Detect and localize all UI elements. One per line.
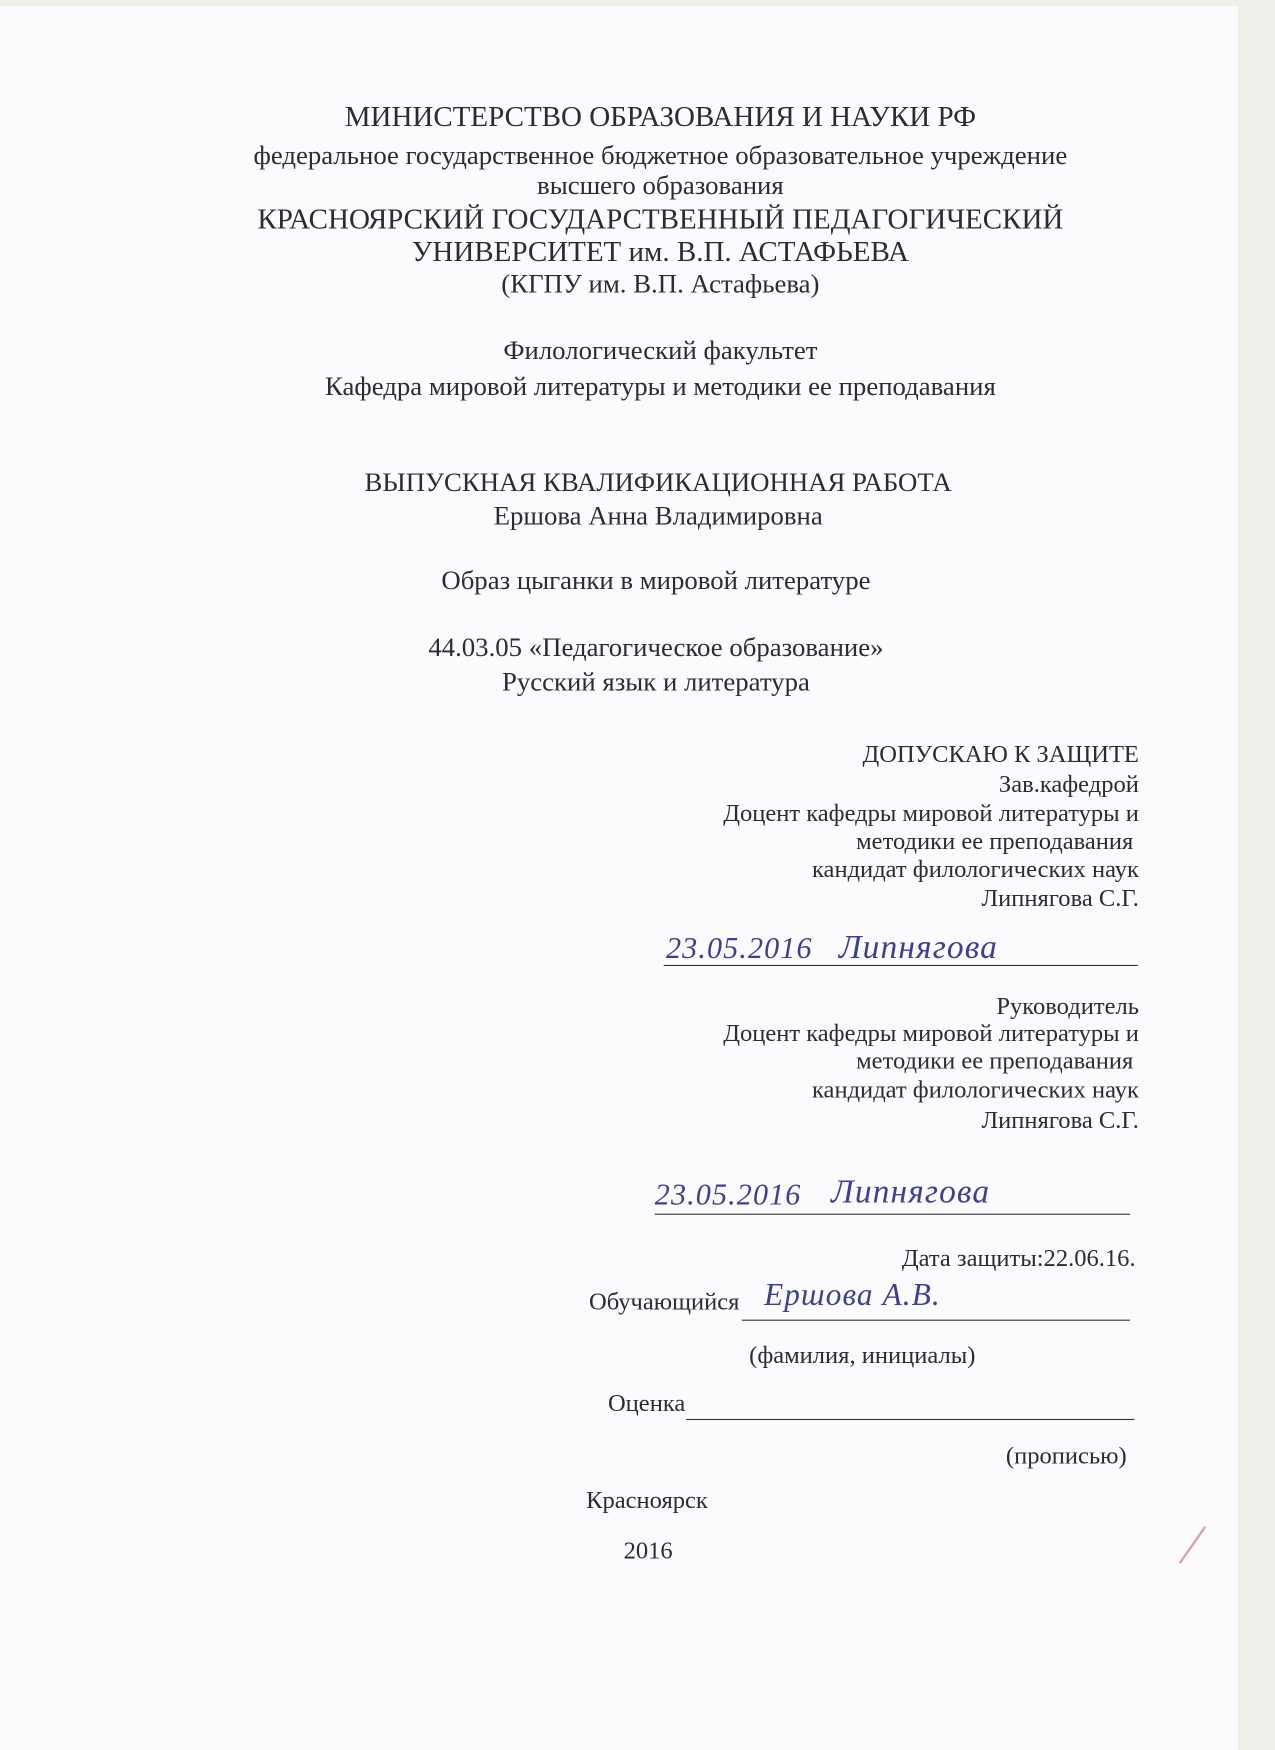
student-line [742, 1320, 1130, 1321]
approval-name: Липнягова С.Г. [981, 883, 1139, 912]
ministry-heading: МИНИСТЕРСТВО ОБРАЗОВАНИЯ И НАУКИ РФ [344, 100, 977, 133]
work-title: Образ цыганки в мировой литературе [441, 566, 871, 596]
approval-role: Зав.кафедрой [998, 769, 1139, 798]
supervisor-degree: кандидат филологических наук [811, 1075, 1139, 1104]
approval-signature: Липнягова [838, 929, 999, 967]
faculty: Филологический факультет [503, 336, 818, 366]
supervisor-role: Руководитель [996, 991, 1139, 1020]
institution-type-line1: федеральное государственное бюджетное образовательное учреждение [253, 141, 1068, 171]
supervisor-handwritten-date: 23.05.2016 [654, 1177, 802, 1212]
department: Кафедра мировой литературы и методики ее преподавания [324, 372, 996, 402]
approval-heading: ДОПУСКАЮ К ЗАЩИТЕ [862, 739, 1139, 768]
work-type: ВЫПУСКНАЯ КВАЛИФИКАЦИОННАЯ РАБОТА [364, 468, 952, 498]
grade-label: Оценка [607, 1388, 686, 1417]
supervisor-signature: Липнягова [831, 1173, 991, 1211]
defense-date: Дата защиты:22.06.16. [901, 1243, 1136, 1272]
student-handwritten-name: Ершова А.В. [764, 1278, 941, 1313]
scan-mark [1179, 1526, 1206, 1564]
approval-signature-line [664, 965, 1138, 966]
approval-position-line2: методики ее преподавания [856, 826, 1134, 855]
university-short-name: (КГПУ им. В.П. Астафьева) [501, 269, 820, 299]
supervisor-position-line2: методики ее преподавания [856, 1046, 1134, 1075]
university-name-line2: УНИВЕРСИТЕТ им. В.П. АСТАФЬЕВА [411, 235, 909, 268]
approval-handwritten-date: 23.05.2016 [665, 931, 813, 965]
approval-degree: кандидат филологических наук [811, 854, 1139, 883]
approval-position-line1: Доцент кафедры мировой литературы и [723, 798, 1139, 827]
program-code: 44.03.05 «Педагогическое образование» [428, 633, 884, 663]
supervisor-name: Липнягова С.Г. [981, 1105, 1139, 1134]
student-caption: (фамилия, инициалы) [749, 1340, 976, 1369]
institution-type-line2: высшего образования [537, 171, 784, 201]
grade-caption: (прописью) [1005, 1441, 1127, 1470]
year: 2016 [623, 1536, 673, 1564]
work-author: Ершова Анна Владимировна [493, 501, 823, 531]
city: Красноярск [586, 1485, 708, 1514]
program-profile: Русский язык и литература [501, 668, 810, 698]
supervisor-signature-line [655, 1214, 1130, 1215]
grade-line [686, 1419, 1134, 1420]
student-label: Обучающийся [588, 1287, 740, 1316]
supervisor-position-line1: Доцент кафедры мировой литературы и [723, 1018, 1139, 1047]
university-name-line1: КРАСНОЯРСКИЙ ГОСУДАРСТВЕННЫЙ ПЕДАГОГИЧЕСКИЙ [257, 203, 1064, 236]
